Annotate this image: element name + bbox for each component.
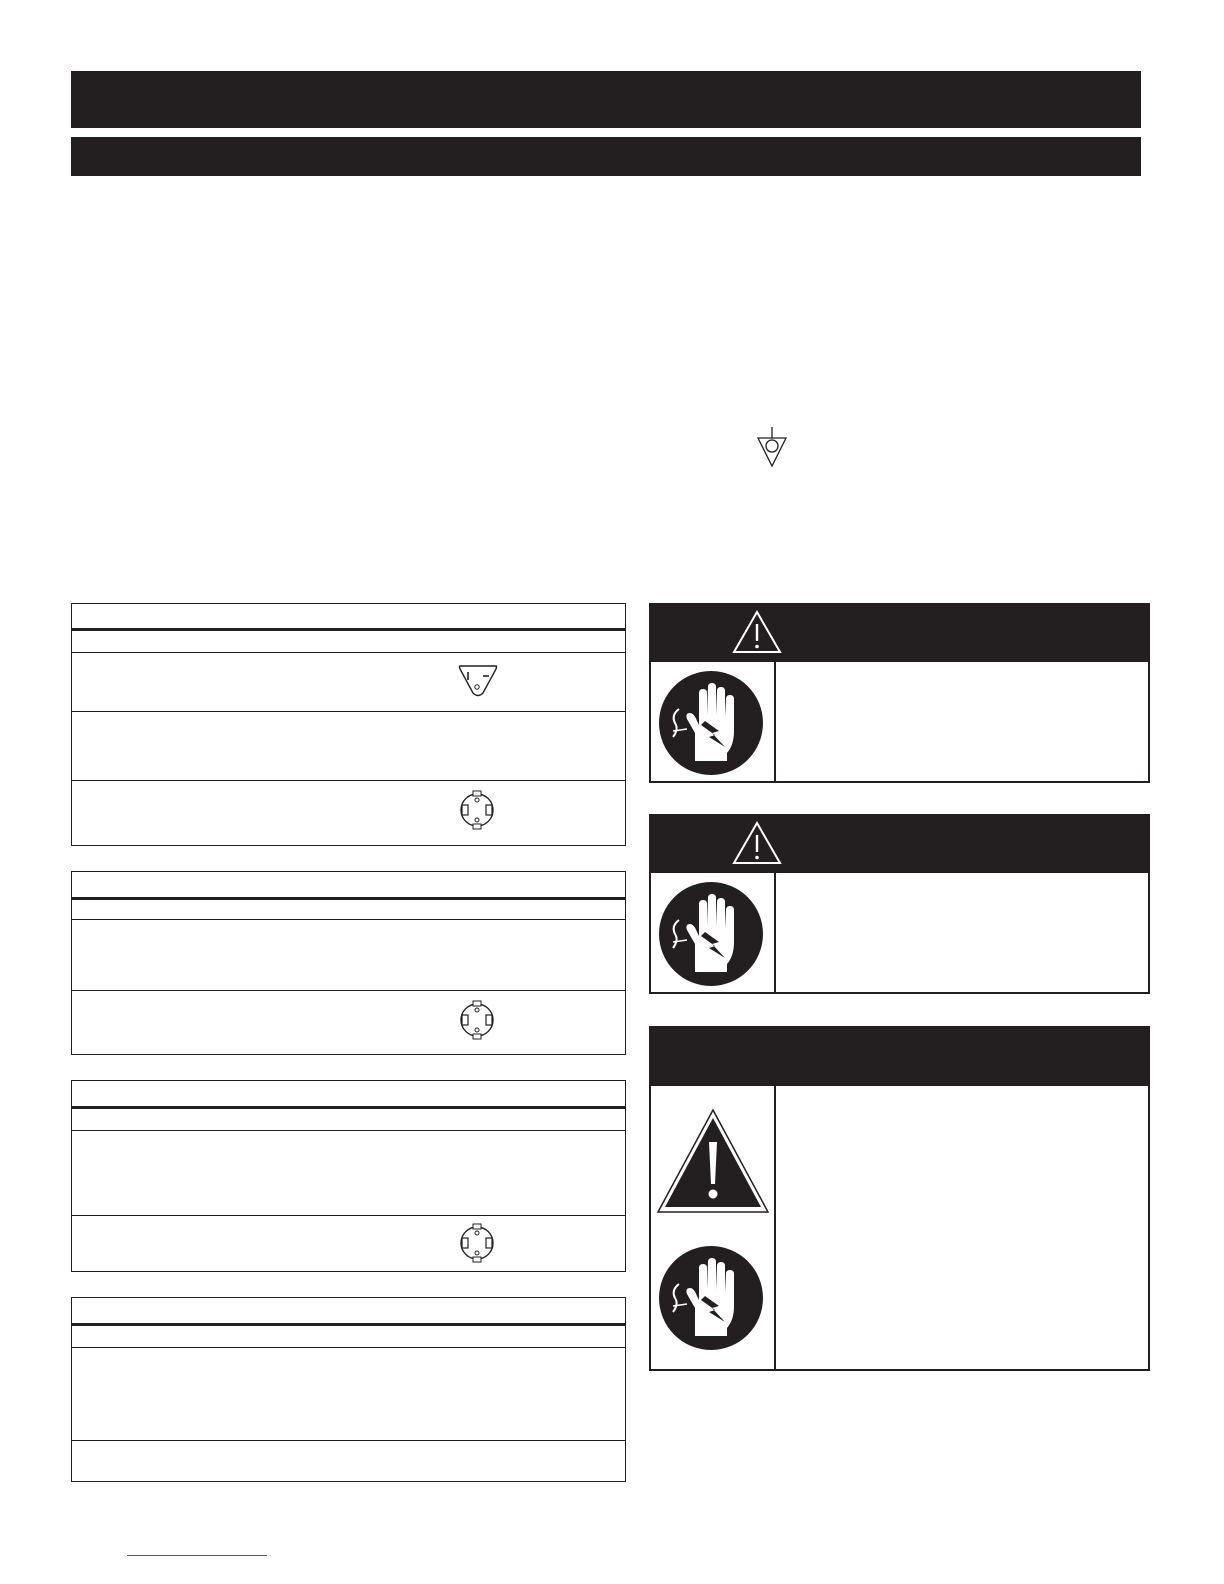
table-header-row	[72, 897, 625, 920]
table-row	[72, 652, 625, 711]
warning-header	[651, 605, 1148, 662]
plug-table-2	[71, 871, 626, 1055]
warning-header	[651, 1028, 1148, 1086]
schuko-plug-icon	[457, 790, 497, 830]
table-row	[72, 919, 625, 990]
table-row	[72, 780, 625, 845]
warning-divider	[774, 873, 776, 992]
table-row	[72, 1347, 625, 1440]
table-row	[72, 1130, 625, 1215]
schuko-plug-icon	[457, 1000, 497, 1040]
warning-triangle-icon	[656, 1108, 770, 1214]
header-subtitle-bar	[71, 137, 1141, 176]
table-header-row	[72, 1323, 625, 1348]
warning-triangle-icon	[731, 820, 783, 866]
electric-shock-hand-icon	[657, 1244, 765, 1352]
warning-header	[651, 816, 1148, 873]
warning-box-3	[649, 1026, 1150, 1371]
equipotential-ground-icon	[756, 426, 788, 468]
plug-table-1	[71, 603, 626, 846]
warning-box-2	[649, 814, 1150, 994]
electric-shock-hand-icon	[657, 669, 765, 777]
table-row	[72, 711, 625, 780]
warning-box-1	[649, 603, 1150, 783]
table-row	[72, 990, 625, 1053]
three-prong-plug-icon	[457, 663, 499, 699]
table-row	[72, 1440, 625, 1481]
table-header-row	[72, 1106, 625, 1131]
plug-table-4	[71, 1297, 626, 1482]
plug-table-3	[71, 1080, 626, 1272]
header-title-bar	[71, 71, 1141, 128]
table-row	[72, 1215, 625, 1271]
warning-divider	[774, 662, 776, 781]
table-header-row	[72, 628, 625, 653]
warning-triangle-icon	[731, 609, 783, 655]
schuko-plug-icon	[457, 1223, 497, 1263]
electric-shock-hand-icon	[657, 880, 765, 988]
warning-divider	[774, 1086, 776, 1369]
footer-link[interactable]	[127, 1555, 267, 1556]
